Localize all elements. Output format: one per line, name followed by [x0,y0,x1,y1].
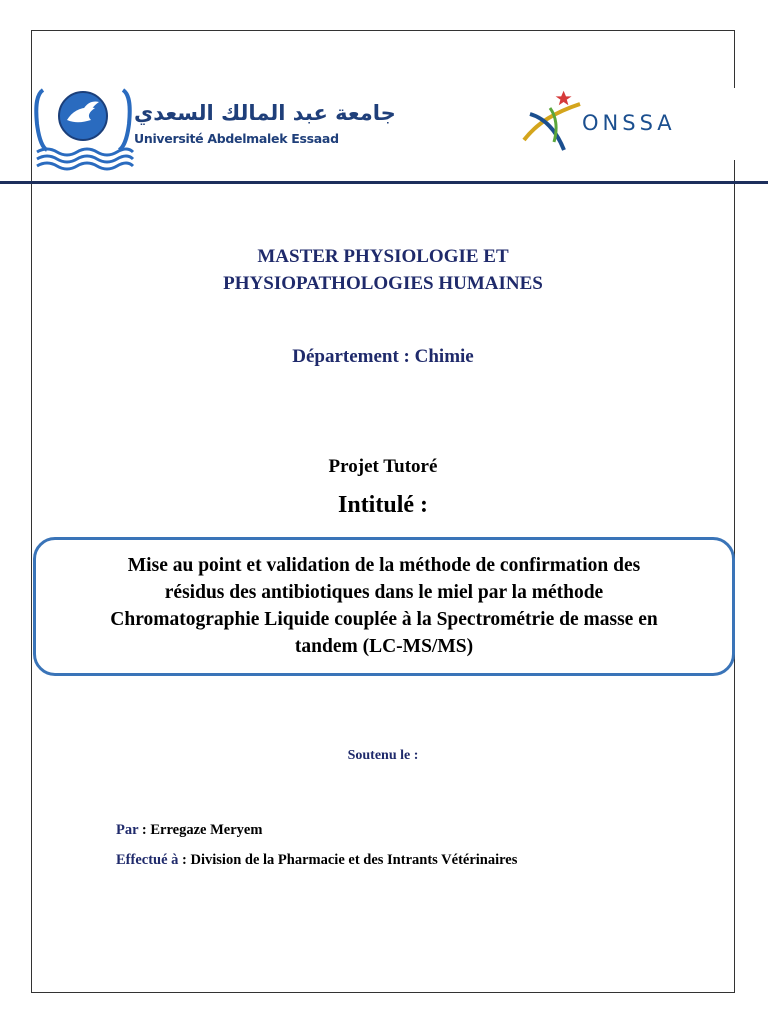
project-title-line-1: Mise au point et validation de la méthode de confirmation des [127,555,641,576]
defense-date-label: Soutenu le : [347,748,419,763]
university-name-latin: Université Abdelmalek Essaad [134,131,339,146]
author-label: Par [116,822,139,838]
place-label: Effectué à [116,852,179,868]
onssa-swoosh-icon [520,88,590,160]
university-name-arabic: جامعة عبد المالك السعدي [134,101,396,125]
project-title [40,552,728,660]
place-line [116,852,517,869]
program-title [31,243,735,297]
department: Département : Chimie [292,346,474,367]
author-line [116,822,262,839]
university-emblem-icon [33,84,353,176]
title-label: Intitulé : [338,492,428,518]
header-divider [0,181,768,184]
author-separator: : [138,822,151,838]
project-title-line-3: Chromatographie Liquide couplée à la Spectrométrie de masse en [110,609,658,630]
project-title-line-4: tandem (LC-MS/MS) [294,636,474,657]
onssa-logo [520,88,738,160]
place-name: Division de la Pharmacie et des Intrants Vétérinaires [190,852,518,868]
place-separator: : [178,852,191,868]
author-name: Erregaze Meryem [150,822,263,838]
project-title-line-2: résidus des antibiotiques dans le miel par la méthode [164,582,604,603]
project-type: Projet Tutoré [328,456,438,477]
program-title-line-1: MASTER PHYSIOLOGIE ET [257,246,509,267]
onssa-logo-text: ONSSA [582,111,676,135]
program-title-line-2: PHYSIOPATHOLOGIES HUMAINES [223,273,543,294]
